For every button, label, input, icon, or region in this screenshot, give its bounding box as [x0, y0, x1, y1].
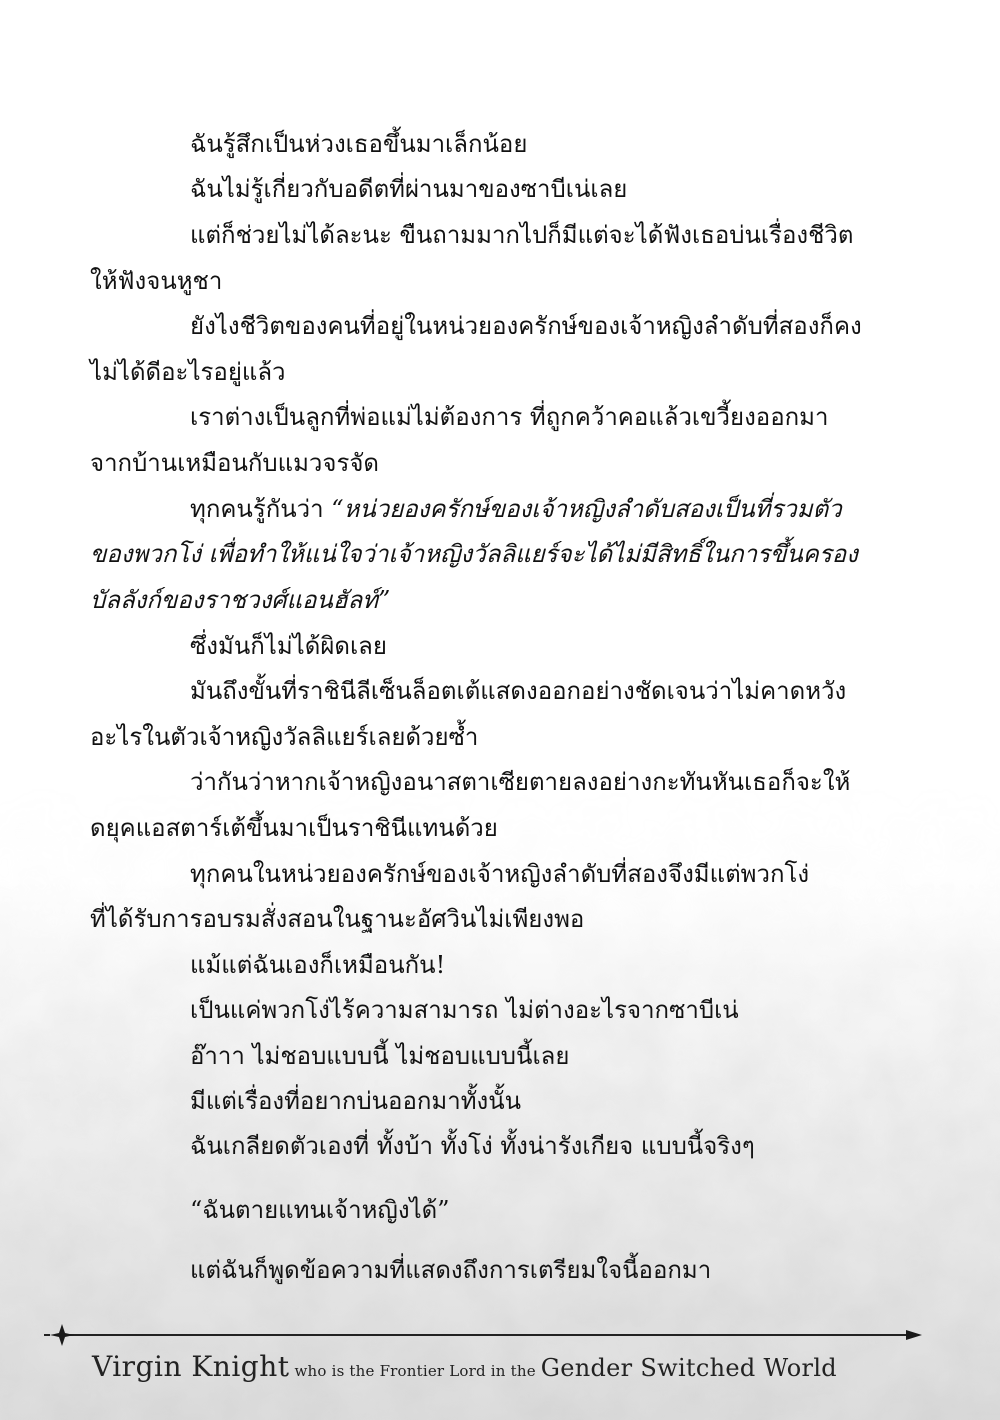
text-line: ที่ได้รับการอบรมสั่งสอนในฐานะอัศวินไม่เพียงพอ [90, 905, 585, 933]
text-line [190, 493, 842, 525]
text-line: เราต่างเป็นลูกที่พ่อแม่ไม่ต้องการ ที่ถูกคว้าคอแล้วเขวี้ยงออกมา [190, 403, 829, 431]
text-line: อะไรในตัวเจ้าหญิงวัลลิแยร์เลยด้วยซ้ำ [90, 723, 479, 751]
text-line: ฉันไม่รู้เกี่ยวกับอดีตที่ผ่านมาของซาบีเน่เลย [190, 175, 628, 203]
title-part-main: Virgin Knight [92, 1350, 290, 1383]
footer-ornament-rule [44, 1324, 924, 1346]
text-line: จากบ้านเหมือนกับแมวจรจัด [90, 449, 379, 477]
text-normal: ทุกคนรู้กันว่า [190, 495, 332, 523]
title-part-middle: who is the Frontier Lord in the [289, 1362, 541, 1380]
text-line: มันถึงขั้นที่ราชินีลีเซ็นล็อตเต้แสดงออกอย่างชัดเจนว่าไม่คาดหวัง [190, 677, 847, 705]
arrow-tip-icon [906, 1330, 922, 1340]
star-ornament-icon [50, 1324, 74, 1346]
text-line: ฉันเกลียดตัวเองที่ ทั้งบ้า ทั้งโง่ ทั้งน่ารังเกียจ แบบนี้จริงๆ [190, 1132, 755, 1160]
text-line: ว่ากันว่าหากเจ้าหญิงอนาสตาเซียตายลงอย่างกะทันหันเธอก็จะให้ [190, 768, 851, 796]
text-line: แม้แต่ฉันเองก็เหมือนกัน! [190, 951, 446, 979]
book-title-footer [92, 1350, 837, 1383]
text-line: ทุกคนในหน่วยองครักษ์ของเจ้าหญิงลำดับที่สองจึงมีแต่พวกโง่ [190, 860, 810, 888]
text-line: ไม่ได้ดีอะไรอยู่แล้ว [90, 358, 286, 386]
text-line: ให้ฟังจนหูชา [90, 267, 223, 295]
text-italic-quote: “หน่วยองครักษ์ของเจ้าหญิงลำดับสองเป็นที่รวมตัว [331, 495, 842, 523]
text-line: อ๊าาา ไม่ชอบแบบนี้ ไม่ชอบแบบนี้เลย [190, 1042, 570, 1070]
dialogue-line: “ฉันตายแทนเจ้าหญิงได้” [190, 1196, 450, 1224]
text-line: ฉันรู้สึกเป็นห่วงเธอขึ้นมาเล็กน้อย [190, 130, 528, 158]
text-line: แต่ฉันก็พูดข้อความที่แสดงถึงการเตรียมใจนี้ออกมา [190, 1256, 712, 1284]
text-line: ยังไงชีวิตของคนที่อยู่ในหน่วยองครักษ์ของเจ้าหญิงลำดับที่สองก็คง [190, 312, 862, 340]
text-line: เป็นแค่พวกโง่ไร้ความสามารถ ไม่ต่างอะไรจากซาบีเน่ [190, 996, 739, 1024]
text-line: มีแต่เรื่องที่อยากบ่นออกมาทั้งนั้น [190, 1087, 522, 1115]
title-part-end: Gender Switched World [540, 1354, 837, 1382]
text-line: ซึ่งมันก็ไม่ได้ผิดเลย [190, 632, 387, 660]
text-line-italic: บัลลังก์ของราชวงศ์แอนฮัลท์” [90, 586, 391, 614]
text-line-italic: ของพวกโง่ เพื่อทำให้แน่ใจว่าเจ้าหญิงวัลลิแยร์จะได้ไม่มีสิทธิ์ในการขึ้นครอง [90, 540, 858, 568]
text-line: ดยุคแอสตาร์เต้ขึ้นมาเป็นราชินีแทนด้วย [90, 814, 498, 842]
text-line: แต่ก็ช่วยไม่ได้ละนะ ขืนถามมากไปก็มีแต่จะได้ฟังเธอบ่นเรื่องชีวิต [190, 221, 854, 249]
